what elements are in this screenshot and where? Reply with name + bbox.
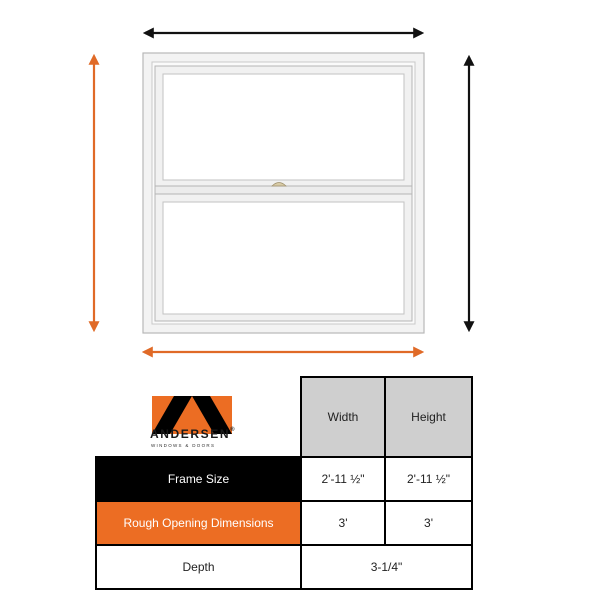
brand-tagline: WINDOWS & DOORS [151, 443, 216, 448]
meeting-rail [155, 186, 412, 194]
lower-glass [163, 202, 404, 314]
row-label-depth: Depth [96, 545, 301, 589]
table-row [96, 457, 472, 501]
rough-opening-width: 3' [301, 501, 385, 545]
upper-glass [163, 74, 404, 180]
row-label-frame-size: Frame Size [96, 457, 301, 501]
frame-size-height: 2'-11 ½" [385, 457, 472, 501]
dimensions-table [95, 376, 473, 590]
table-row [96, 501, 472, 545]
depth-value: 3-1/4" [301, 545, 472, 589]
table-corner [96, 377, 301, 457]
brand-name: ANDERSEN® [150, 427, 237, 441]
column-header-height: Height [385, 377, 472, 457]
row-label-rough-opening: Rough Opening Dimensions [96, 501, 301, 545]
frame-size-width: 2'-11 ½" [301, 457, 385, 501]
rough-opening-height: 3' [385, 501, 472, 545]
column-header-width: Width [301, 377, 385, 457]
window-frame [143, 53, 424, 333]
table-row [96, 545, 472, 589]
